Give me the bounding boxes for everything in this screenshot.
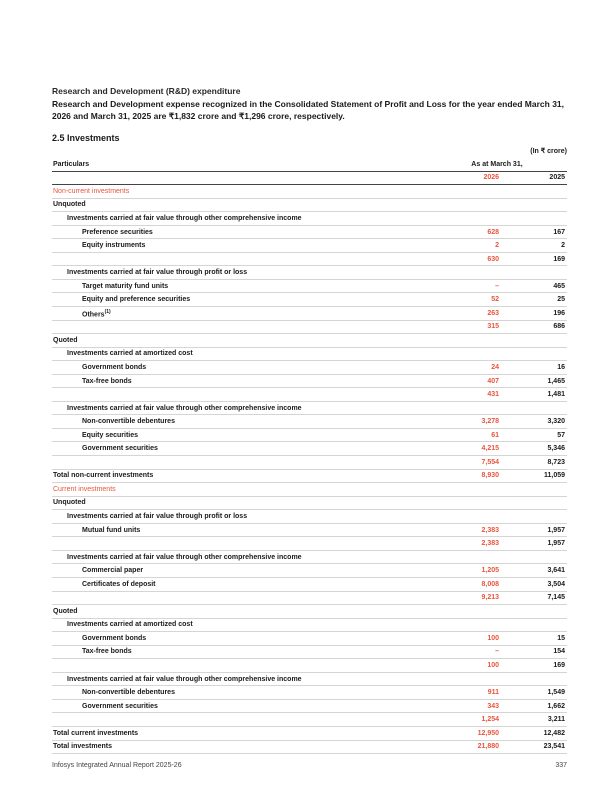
table-row <box>52 266 567 280</box>
row-label-text: Commercial paper <box>82 567 144 575</box>
row-label-text: Non-current investments <box>53 187 130 195</box>
value-2025: 16 <box>499 361 567 375</box>
value-2025: 8,723 <box>499 456 567 470</box>
table-row <box>52 713 567 727</box>
value-2026: 61 <box>429 428 499 442</box>
rd-heading: Research and Development (R&D) expenditure <box>52 86 241 96</box>
row-label <box>52 537 429 551</box>
value-2026: 911 <box>429 686 499 700</box>
row-label <box>52 185 429 199</box>
value-2026 <box>429 550 499 564</box>
row-label <box>52 320 429 334</box>
footnote-marker: (1) <box>104 308 111 315</box>
value-2025: 1,465 <box>499 374 567 388</box>
value-2025: 3,320 <box>499 415 567 429</box>
value-2025: 5,346 <box>499 442 567 456</box>
value-2025: 25 <box>499 293 567 307</box>
value-2025: 15 <box>499 632 567 646</box>
value-2026: 24 <box>429 361 499 375</box>
value-2025: 3,641 <box>499 564 567 578</box>
value-2026: 1,254 <box>429 713 499 727</box>
table-row <box>52 591 567 605</box>
value-2025 <box>499 550 567 564</box>
value-2025: 167 <box>499 225 567 239</box>
value-2025: 686 <box>499 320 567 334</box>
row-label-text: Total investments <box>53 743 112 751</box>
table-row <box>52 307 567 321</box>
value-2025: 12,482 <box>499 726 567 740</box>
row-label <box>52 550 429 564</box>
value-2026 <box>429 496 499 510</box>
value-2025 <box>499 496 567 510</box>
row-label <box>52 618 429 632</box>
value-2026 <box>429 185 499 199</box>
value-2025: 169 <box>499 252 567 266</box>
value-2025: 3,504 <box>499 577 567 591</box>
row-label-text: Equity instruments <box>82 242 146 250</box>
table-row <box>52 618 567 632</box>
row-label <box>52 469 429 483</box>
table-row <box>52 564 567 578</box>
row-label <box>52 686 429 700</box>
value-2025 <box>499 618 567 632</box>
row-label <box>52 401 429 415</box>
table-row <box>52 456 567 470</box>
value-2025: 1,957 <box>499 523 567 537</box>
table-row <box>52 550 567 564</box>
value-2026: 431 <box>429 388 499 402</box>
row-label-text: Certificates of deposit <box>82 580 156 588</box>
value-2025 <box>499 605 567 619</box>
table-row <box>52 740 567 754</box>
value-2025: 23,541 <box>499 740 567 754</box>
row-label <box>52 564 429 578</box>
header-particulars: Particulars <box>52 158 429 171</box>
row-label-text: Equity securities <box>82 431 139 439</box>
value-2026: 8,008 <box>429 577 499 591</box>
value-2026: 7,554 <box>429 456 499 470</box>
table-row <box>52 699 567 713</box>
footer-report-name: Infosys Integrated Annual Report 2025-26 <box>52 762 182 769</box>
table-row <box>52 334 567 348</box>
value-2026: 12,950 <box>429 726 499 740</box>
value-2026: 263 <box>429 307 499 321</box>
row-label-text: Unquoted <box>53 499 86 507</box>
value-2026 <box>429 347 499 361</box>
value-2025 <box>499 266 567 280</box>
value-2025: 7,145 <box>499 591 567 605</box>
value-2026 <box>429 510 499 524</box>
row-label <box>52 659 429 673</box>
value-2026: 2,383 <box>429 537 499 551</box>
value-2025 <box>499 334 567 348</box>
value-2025 <box>499 483 567 497</box>
row-label <box>52 591 429 605</box>
value-2025: 1,481 <box>499 388 567 402</box>
table-row <box>52 645 567 659</box>
row-label <box>52 740 429 754</box>
row-label <box>52 442 429 456</box>
row-label <box>52 645 429 659</box>
table-row <box>52 659 567 673</box>
value-2025 <box>499 185 567 199</box>
value-2025 <box>499 198 567 212</box>
value-2026 <box>429 605 499 619</box>
row-label-text: Government securities <box>82 445 158 453</box>
row-label <box>52 388 429 402</box>
value-2026 <box>429 401 499 415</box>
unit-note: (In ₹ crore) <box>530 148 567 155</box>
table-row <box>52 239 567 253</box>
table-row <box>52 401 567 415</box>
row-label <box>52 307 429 321</box>
header-year-current: 2026 <box>429 171 499 185</box>
table-row <box>52 388 567 402</box>
table-row <box>52 726 567 740</box>
table-row <box>52 577 567 591</box>
table-row <box>52 469 567 483</box>
table-row <box>52 212 567 226</box>
row-label-text: Investments carried at fair value through other comprehensive income <box>67 214 302 222</box>
value-2026 <box>429 334 499 348</box>
table-row <box>52 347 567 361</box>
value-2025: 1,662 <box>499 699 567 713</box>
value-2026: 9,213 <box>429 591 499 605</box>
value-2026 <box>429 672 499 686</box>
row-label-text: Preference securities <box>82 228 153 236</box>
row-label-text: Unquoted <box>53 201 86 209</box>
table-row <box>52 442 567 456</box>
table-row <box>52 510 567 524</box>
value-2026: 2,383 <box>429 523 499 537</box>
value-2026: 52 <box>429 293 499 307</box>
row-label <box>52 415 429 429</box>
table-row <box>52 605 567 619</box>
header-as-at: As at March 31, <box>429 158 567 171</box>
value-2026: 1,205 <box>429 564 499 578</box>
row-label-text: Investments carried at fair value through other comprehensive income <box>67 675 302 683</box>
value-2025 <box>499 510 567 524</box>
row-label-text: Tax-free bonds <box>82 648 132 656</box>
table-row <box>52 225 567 239</box>
value-2026: 630 <box>429 252 499 266</box>
value-2026: 21,880 <box>429 740 499 754</box>
value-2025: 11,059 <box>499 469 567 483</box>
row-label-text: Quoted <box>53 336 78 344</box>
row-label <box>52 293 429 307</box>
table-row <box>52 374 567 388</box>
row-label-text: Others <box>82 310 105 318</box>
row-label <box>52 252 429 266</box>
rd-paragraph: Research and Development expense recognized in the Consolidated Statement of Profit and Loss for the year ended March 31, 2026 and March 31, 2025 are ₹1,832 crore and ₹1,296 crore, respectively. <box>52 99 565 121</box>
row-label-text: Non-convertible debentures <box>82 418 175 426</box>
table-row <box>52 361 567 375</box>
row-label <box>52 225 429 239</box>
row-label-text: Investments carried at fair value through profit or loss <box>67 512 248 520</box>
value-2025: 1,549 <box>499 686 567 700</box>
row-label <box>52 198 429 212</box>
row-label <box>52 361 429 375</box>
row-label <box>52 239 429 253</box>
value-2026 <box>429 266 499 280</box>
value-2026 <box>429 618 499 632</box>
header-year-prior: 2025 <box>499 171 567 185</box>
value-2025: 2 <box>499 239 567 253</box>
investments-table <box>52 158 567 754</box>
value-2025: 154 <box>499 645 567 659</box>
row-label-text: Government securities <box>82 702 158 710</box>
value-2026: 8,930 <box>429 469 499 483</box>
row-label-text: Investments carried at fair value through other comprehensive income <box>67 553 302 561</box>
value-2026: 100 <box>429 659 499 673</box>
value-2026: 4,215 <box>429 442 499 456</box>
row-label-text: Tax-free bonds <box>82 377 132 385</box>
table-row <box>52 632 567 646</box>
row-label-text: Current investments <box>53 485 116 493</box>
table-row <box>52 293 567 307</box>
section-title: 2.5 Investments <box>52 133 120 143</box>
value-2025: 196 <box>499 307 567 321</box>
row-label-text: Target maturity fund units <box>82 282 169 290</box>
row-label-text: Government bonds <box>82 363 147 371</box>
row-label-text: Investments carried at fair value through profit or loss <box>67 269 248 277</box>
table-year-row <box>52 171 567 185</box>
value-2026: 628 <box>429 225 499 239</box>
row-label <box>52 510 429 524</box>
table-row <box>52 686 567 700</box>
row-label <box>52 523 429 537</box>
table-row <box>52 483 567 497</box>
row-label-text: Equity and preference securities <box>82 296 191 304</box>
table-header-row <box>52 158 567 171</box>
row-label <box>52 347 429 361</box>
value-2025: 1,957 <box>499 537 567 551</box>
table-row <box>52 415 567 429</box>
value-2025: 57 <box>499 428 567 442</box>
row-label-text: Investments carried at amortized cost <box>67 350 193 358</box>
row-label <box>52 374 429 388</box>
value-2026 <box>429 483 499 497</box>
value-2025: 465 <box>499 279 567 293</box>
value-2026 <box>429 212 499 226</box>
table-row <box>52 198 567 212</box>
value-2025 <box>499 212 567 226</box>
value-2026: 2 <box>429 239 499 253</box>
value-2025: 3,211 <box>499 713 567 727</box>
table-row <box>52 320 567 334</box>
row-label-text: Quoted <box>53 607 78 615</box>
row-label <box>52 632 429 646</box>
table-row <box>52 279 567 293</box>
row-label <box>52 726 429 740</box>
table-row <box>52 496 567 510</box>
row-label-text: Government bonds <box>82 634 147 642</box>
row-label <box>52 212 429 226</box>
row-label <box>52 456 429 470</box>
row-label-text: Investments carried at fair value through other comprehensive income <box>67 404 302 412</box>
row-label <box>52 699 429 713</box>
value-2026: 100 <box>429 632 499 646</box>
value-2025 <box>499 401 567 415</box>
table-row <box>52 428 567 442</box>
row-label-text: Investments carried at amortized cost <box>67 621 193 629</box>
row-label-text: Total current investments <box>53 729 139 737</box>
table-row <box>52 523 567 537</box>
table-row <box>52 672 567 686</box>
table-row <box>52 185 567 199</box>
row-label <box>52 334 429 348</box>
row-label-text: Total non-current investments <box>53 472 154 480</box>
footer-page-number: 337 <box>555 762 567 769</box>
table-row <box>52 252 567 266</box>
value-2025 <box>499 672 567 686</box>
row-label <box>52 713 429 727</box>
value-2026 <box>429 198 499 212</box>
row-label <box>52 483 429 497</box>
row-label <box>52 605 429 619</box>
value-2026: 343 <box>429 699 499 713</box>
row-label <box>52 496 429 510</box>
year-row-blank <box>52 171 429 185</box>
row-label <box>52 279 429 293</box>
row-label <box>52 266 429 280</box>
value-2026: 3,278 <box>429 415 499 429</box>
row-label-text: Non-convertible debentures <box>82 689 175 697</box>
row-label <box>52 428 429 442</box>
row-label <box>52 672 429 686</box>
row-label <box>52 577 429 591</box>
value-2026: – <box>429 279 499 293</box>
table-row <box>52 537 567 551</box>
value-2026: – <box>429 645 499 659</box>
value-2026: 315 <box>429 320 499 334</box>
value-2025 <box>499 347 567 361</box>
row-label-text: Mutual fund units <box>82 526 141 534</box>
value-2026: 407 <box>429 374 499 388</box>
value-2025: 169 <box>499 659 567 673</box>
